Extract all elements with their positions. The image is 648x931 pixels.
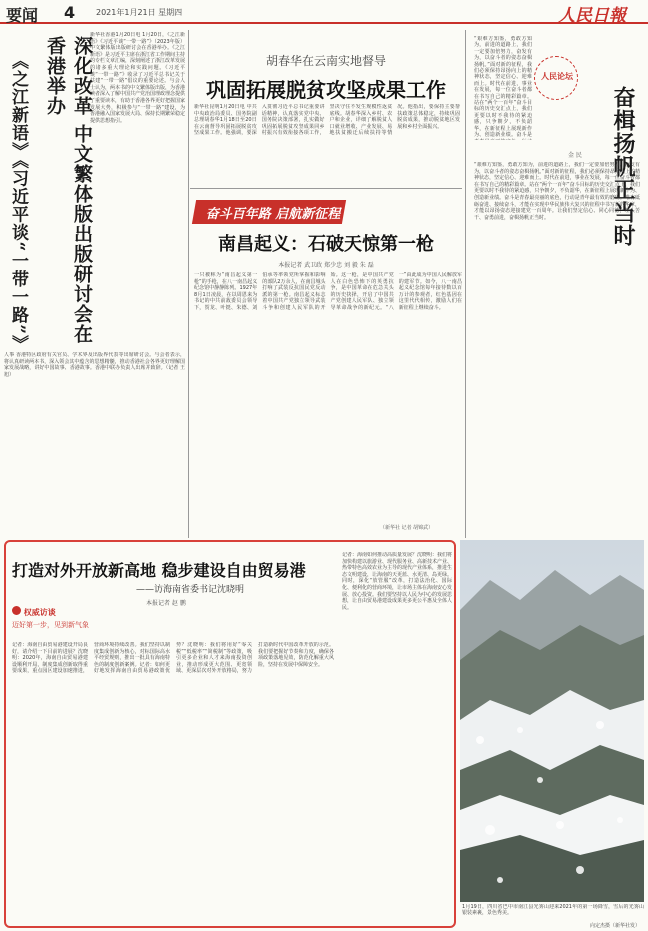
article4-box xyxy=(4,540,456,928)
forum-badge xyxy=(534,56,578,100)
interview-tag-subtitle: 迈好第一步，见到新气象 xyxy=(12,621,89,629)
photo-credit: 向定杰摄（新华社发） xyxy=(590,923,641,929)
article1-side-title: 《之江新语》《习近平谈“一带一路”》 xyxy=(8,52,28,354)
article4-title: 打造对外开放新高地 稳步建设自由贸易港 xyxy=(12,561,306,580)
article1-body-lower: 人事 香港特区政府有关官员、学术界及出版界代表等出席研讨会。与会者表示，将认真研读两本书，深入领会其中蕴含的思想精髓，推动香港社会各界更好理解国家发展战略，讲好中国故事、香港故事。香港中联办负责人出席并致辞。（记者 王旭） xyxy=(4,352,185,378)
article3-body: 一只被称为“南昌起义第一枪”的手枪，在八一南昌起义纪念馆中静静陈列。1927年8月1日凌晨，在以周恩来为书记的中共前敌委员会领导下，贺龙、叶挺、朱德、刘伯承等率领党所掌握和影响的部队2万余人，在南昌城头打响了武装反抗国民党反动派的第一枪。南昌起义标志着中国共产党独立领导武装斗争和创建人民军队的开始。这一枪，是中国共产党人在白色恐怖下的英勇抗争，是中国革命在危急关头的历史抉择，开启了中国共产党创建人民军队、独立领导革命战争的新纪元。“八一”由此成为中国人民解放军的建军节。如今，八一南昌起义纪念馆每年接待数以百万计的参观者，红色基因在这里代代相传，激励人们在新征程上继续奋斗。 xyxy=(194,272,462,311)
article2-body: 新华社昆明1月20日电 中共中央政治局委员、国务院副总理胡春华1月18日至20日在云南督导巩固拓展脱贫攻坚成果工作。他强调，要深入贯彻习近平总书记重要讲话精神，认真落实党中央、国务院决策部署，扎实做好巩固拓展脱贫攻坚成果同乡村振兴有效衔接各项工作，坚决守住不发生规模性返贫底线。胡春华深入乡村、农户和企业，详细了解脱贫人口就业增收、产业发展、易地扶贫搬迁后续扶持等情况。他指出，要保持主要帮扶政策总体稳定，持续巩固脱贫成果，推动脱贫地区发展和乡村全面振兴。 xyxy=(194,104,460,137)
article4-subtitle: ——访海南省委书记沈晓明 xyxy=(136,585,245,595)
column-intro: “艰难方知鉴，勇敢方知为，前进的道路上，我们一定要加倍努力，奋发有为，以奋斗者的姿态奋楫扬帆。”面对新的征程，我们必须保持昂扬向上的精神状态，坚定信心、迎难而上。时代在前进，事业在发展，每一位奋斗者都在书写自己的精彩篇章。站在“两个一百年”奋斗目标的历史交汇点上，我们更要以时不我待的紧迫感，只争朝夕，不负韶华，在新征程上展现新作为、创造新业绩。奋斗是 xyxy=(474,36,532,139)
page-number: 4 xyxy=(64,3,76,22)
column-divider-right xyxy=(465,30,466,538)
article3-byline: 本报记者 武卫政 郑少忠 刘 毅 朱 磊 xyxy=(278,262,374,269)
column-title: 奋楫扬帆正当时 xyxy=(610,86,636,247)
page-header xyxy=(0,0,648,24)
article4-byline: 本报记者 赵 鹏 xyxy=(146,600,186,607)
article2-kicker: 胡春华在云南实地督导 xyxy=(265,54,386,68)
interview-tag xyxy=(12,606,92,640)
column-divider xyxy=(188,30,189,538)
section-rule xyxy=(190,188,462,189)
column-box xyxy=(468,26,644,534)
article4-body-2: 记者：海南如何推动高质量发展？沈晓明：我们将加快构建以旅游业、现代服务业、高新技术产业、热带特色高效农业为主导的现代产业体系，推进生态文明建设，让海南的天更蓝、水更清、岛更绿。同时，深化“放管服”改革，打造法治化、国际化、便利化的营商环境，让市场主体在海南安心发展、放心投资。我们要坚持以人民为中心的发展思想，让自由贸易港建设成果更多更公平惠及全体人民。 xyxy=(342,552,452,611)
article3-footer: （新华社 记者 胡锦武） xyxy=(380,525,434,531)
photo-caption: 1月19日，四川省巴中市南江县光雾山迎来2021年的第一场降雪，雪后的光雾山银装素裹，景色秀美。 xyxy=(462,904,644,917)
issue-date: 2021年1月21日 星期四 xyxy=(96,8,183,17)
column-body: “艰难方知鉴，勇敢方知为，前进的道路上，我们一定要加倍努力，奋发有为，以奋斗者的姿态奋楫扬帆。”面对新的征程，我们必须保持昂扬向上的精神状态，坚定信心、迎难而上。时代在前进，事业在发展，每一位奋斗者都在书写自己的精彩篇章。站在“两个一百年”奋斗目标的历史交汇点上，我们更要以时不我待的紧迫感，只争朝夕，不负韶华，在新征程上展现新作为、创造新业绩。奋斗是青春最亮丽的底色，行动是青年最有效的磨砺。唯有砥砺奋进、接续奋斗，才能在实现中华民族伟大复兴的征程中书写新的华章，才能以昂扬姿态迎接建党一百周年。让我们坚定信心、同心同德，埋头苦干、奋勇前进，奋楫扬帆正当时。 xyxy=(474,162,640,221)
column-author: 金 民 xyxy=(568,152,582,159)
forum-badge-label: 人民论坛 xyxy=(541,71,573,81)
article3-title: 南昌起义：石破天惊第一枪 xyxy=(218,234,434,255)
snow-mountain-image xyxy=(460,540,644,902)
article4-body: 记者：海南自由贸易港建设开局良好，请介绍一下目前的进展？沈晓明：2020年，海南自由贸易港建设顺利开局，制度集成创新取得重要成果，重点园区建设加速推进，营商环境持续改善。我们坚持以制度集成创新为核心，对标国际高水平经贸规则，推出一批具有海南特色的制度创新案例。记者：如何更好地发挥海南自由贸易港政策优势？沈晓明：我们将用好“零关税”“低税率”“简税制”等政策，吸引更多企业和人才来海南投资创业，推动形成更大范围、更宽领域、更深层次对外开放格局，努力打造新时代中国改革开放的示范。我们要把握好节奏和力度，确保各项政策落地见效，防范化解重大风险，坚持在发展中保障安全。 xyxy=(12,642,334,675)
banner-text: 奋斗百年路 启航新征程 xyxy=(205,207,341,222)
tag-dot-icon xyxy=(12,606,21,615)
section-name: 要闻 xyxy=(6,6,39,25)
masthead-logo: 人民日報 xyxy=(558,6,626,26)
article2-title: 巩固拓展脱贫攻坚成果工作 xyxy=(206,78,446,102)
article1-title: 深化改革 中文繁体版出版研讨会在香港举办 xyxy=(44,36,93,344)
interview-tag-label: 权威访谈 xyxy=(23,607,56,617)
snow-photo xyxy=(460,540,644,902)
article1-body: 新华社香港1月20日电 1月20日，《之江新语》《习近平谈“一带一路”》（2023年版）中文繁体版出版研讨会在香港举办。《之江新语》是习近平主席在浙江省工作期间主持的专栏文章汇编，深刻阐述了浙江改革发展的诸多重大理论和实践问题。《习近平谈“一带一路”》收录了习近平总书记关于共建“一带一路”倡议的重要论述。与会人士认为，两本书的中文繁体版出版，为香港读者深入了解中国共产党治国理政理念提供了重要读本，有助于香港各界更好把握国家发展大势，积极参与“一带一路”建设，为香港融入国家发展大局、保持长期繁荣稳定提供思想指引。 xyxy=(90,32,185,124)
